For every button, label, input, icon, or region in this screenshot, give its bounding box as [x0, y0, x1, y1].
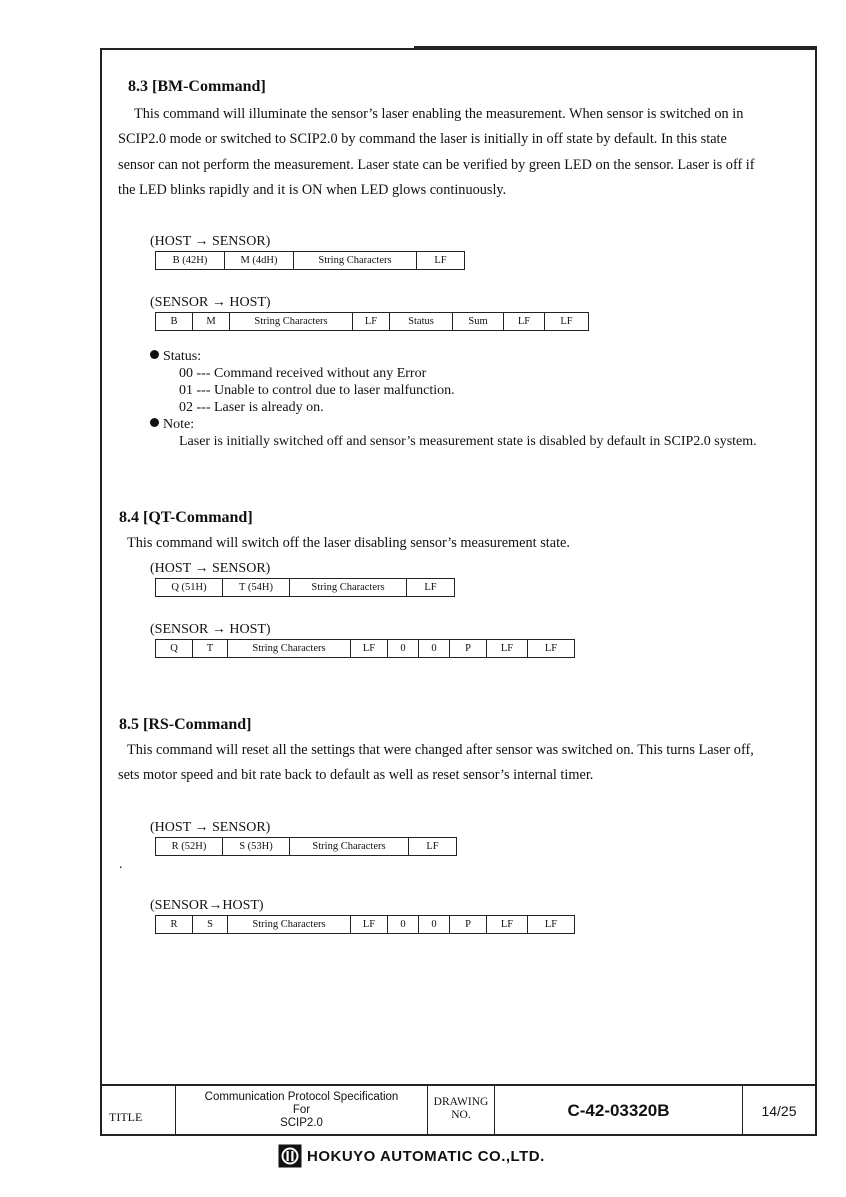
- body-line: SCIP2.0 mode or switched to SCIP2.0 by command the laser is initially in off state by default. In this state: [118, 131, 727, 148]
- packet-cell: Q (51H): [156, 579, 223, 597]
- packet-cell: T: [193, 640, 228, 658]
- body-line: the LED blinks rapidly and it is ON when LED glows continuously.: [118, 181, 507, 198]
- body-line: This command will illuminate the sensor’s laser enabling the measurement. When sensor is switched on in: [134, 106, 744, 122]
- status-item: 01 --- Unable to control due to laser malfunction.: [179, 383, 455, 398]
- drawing-label: DRAWING: [433, 1096, 489, 1108]
- bullet-icon: [150, 350, 159, 359]
- qt-sensor-packet: [155, 639, 575, 658]
- packet-cell: LF: [504, 313, 545, 331]
- status-item: 02 --- Laser is already on.: [179, 400, 324, 415]
- status-item: 00 --- Command received without any Error: [179, 366, 427, 381]
- bullet-icon: [150, 418, 159, 427]
- rs-sensor-label: (SENSOR→HOST): [150, 898, 264, 913]
- bm-host-label: (HOST → SENSOR): [150, 234, 271, 249]
- section-8-5-heading: 8.5 [RS-Command]: [119, 716, 252, 733]
- rs-sensor-packet: [155, 915, 575, 934]
- packet-cell: M: [193, 313, 230, 331]
- footer-logo: [278, 1144, 545, 1168]
- hokuyo-logo-icon: [278, 1144, 302, 1168]
- packet-cell: LF: [351, 640, 388, 658]
- packet-cell: LF: [351, 916, 388, 934]
- packet-cell: Sum: [453, 313, 504, 331]
- note-bullet: [150, 416, 194, 433]
- packet-cell: P: [450, 916, 487, 934]
- status-label: Status:: [163, 349, 202, 364]
- packet-cell: String Characters: [230, 313, 353, 331]
- rs-host-packet: [155, 837, 457, 856]
- title-line: SCIP2.0: [280, 1117, 323, 1129]
- status-bullet: [150, 348, 201, 365]
- bm-sensor-label: (SENSOR → HOST): [150, 295, 271, 310]
- frame-top-rule: [414, 46, 817, 50]
- packet-cell: 0: [419, 640, 450, 658]
- packet-cell: P: [450, 640, 487, 658]
- title-label: TITLE: [109, 1110, 143, 1124]
- packet-cell: LF: [487, 640, 528, 658]
- note-label: Note:: [163, 417, 195, 432]
- stray-dot: .: [119, 857, 123, 872]
- drawing-label: NO.: [451, 1109, 471, 1121]
- qt-host-packet: [155, 578, 455, 597]
- title-cell: [176, 1086, 428, 1136]
- qt-sensor-label: (SENSOR → HOST): [150, 622, 271, 637]
- packet-cell: 0: [419, 916, 450, 934]
- packet-cell: T (54H): [223, 579, 290, 597]
- packet-cell: LF: [407, 579, 455, 597]
- company-name: HOKUYO AUTOMATIC CO.,LTD.: [307, 1147, 545, 1165]
- packet-cell: Q: [156, 640, 193, 658]
- packet-cell: S (53H): [223, 838, 290, 856]
- drawing-label-cell: [428, 1086, 495, 1136]
- packet-cell: LF: [545, 313, 589, 331]
- packet-cell: LF: [487, 916, 528, 934]
- packet-cell: LF: [353, 313, 390, 331]
- section-8-4-body: This command will switch off the laser disabling sensor’s measurement state.: [127, 535, 570, 551]
- packet-cell: M (4dH): [225, 252, 294, 270]
- title-line: For: [292, 1104, 311, 1116]
- packet-cell: String Characters: [290, 579, 407, 597]
- packet-cell: String Characters: [294, 252, 417, 270]
- body-line: This command will reset all the settings that were changed after sensor was switched on. This turns Laser off,: [127, 742, 754, 758]
- section-8-3-heading: 8.3 [BM-Command]: [128, 78, 266, 95]
- packet-cell: Status: [390, 313, 453, 331]
- note-text: Laser is initially switched off and sensor’s measurement state is disabled by default in SCIP2.0 system.: [179, 434, 757, 449]
- packet-cell: LF: [528, 916, 575, 934]
- packet-cell: R (52H): [156, 838, 223, 856]
- packet-cell: S: [193, 916, 228, 934]
- packet-cell: LF: [528, 640, 575, 658]
- section-8-3-body: [118, 102, 808, 203]
- title-label-cell: [100, 1086, 176, 1136]
- packet-cell: B (42H): [156, 252, 225, 270]
- packet-cell: String Characters: [290, 838, 409, 856]
- section-8-5-body: [118, 738, 808, 789]
- title-block: [100, 1084, 817, 1136]
- packet-cell: 0: [388, 640, 419, 658]
- page-number: 14/25: [761, 1103, 797, 1119]
- body-line: sensor can not perform the measurement. Laser state can be verified by green LED on the sensor. Laser is off if: [118, 156, 755, 173]
- qt-host-label: (HOST → SENSOR): [150, 561, 271, 576]
- bm-host-packet: [155, 251, 465, 270]
- packet-cell: LF: [417, 252, 465, 270]
- body-line: sets motor speed and bit rate back to default as well as reset sensor’s internal timer.: [118, 767, 594, 784]
- rs-host-label: (HOST → SENSOR): [150, 820, 271, 835]
- packet-cell: B: [156, 313, 193, 331]
- drawing-number: C-42-03320B: [495, 1086, 743, 1136]
- packet-cell: LF: [409, 838, 457, 856]
- title-line: Communication Protocol Specification: [204, 1091, 399, 1103]
- bm-sensor-packet: [155, 312, 589, 331]
- packet-cell: 0: [388, 916, 419, 934]
- section-8-4-heading: 8.4 [QT-Command]: [119, 509, 253, 526]
- packet-cell: R: [156, 916, 193, 934]
- packet-cell: String Characters: [228, 640, 351, 658]
- packet-cell: String Characters: [228, 916, 351, 934]
